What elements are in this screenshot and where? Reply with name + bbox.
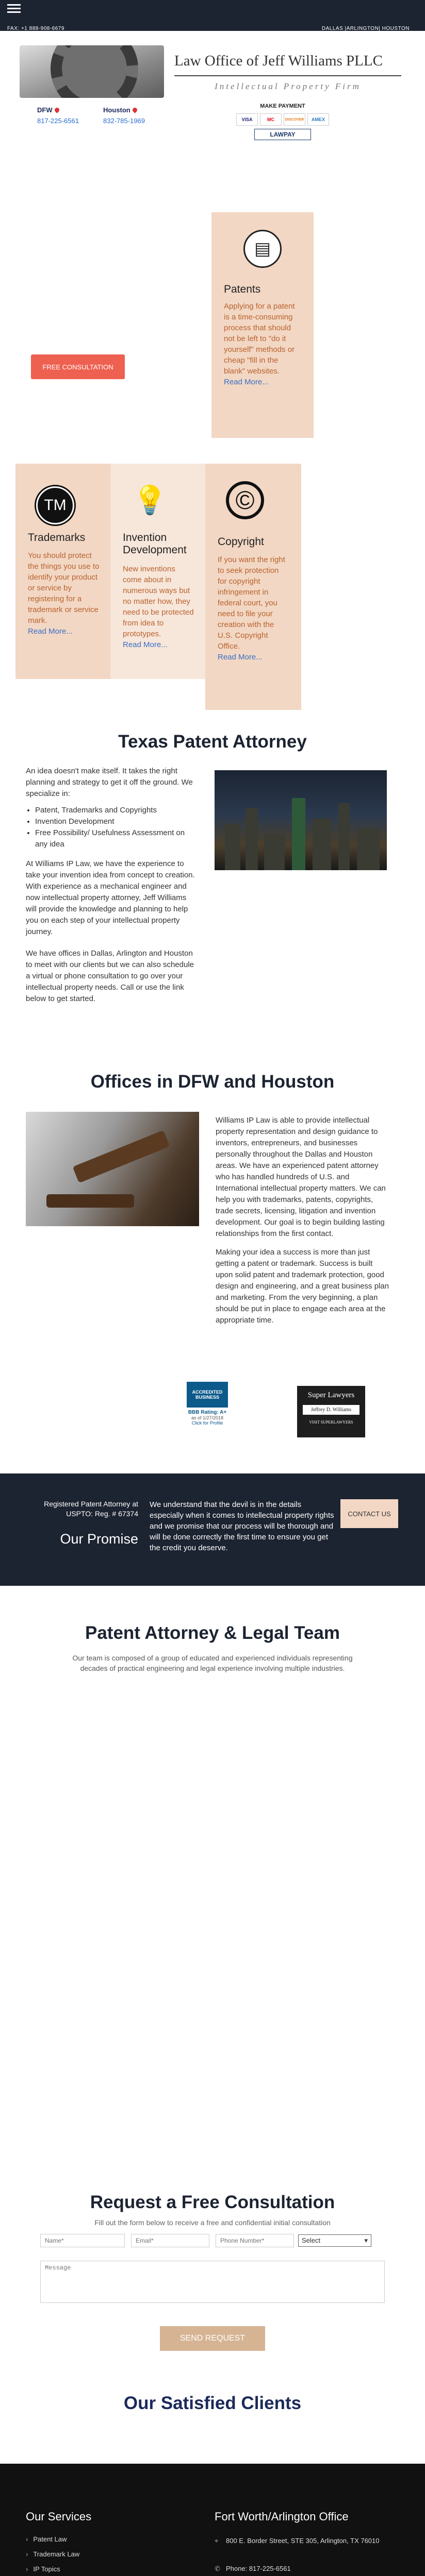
offices-success: Making your idea a success is more than just getting a patent or trademark. Success is built upon solid patent and trademark protection, good design and engineering, and a great business plan and marketing. From the very beginning, a plan should be put in place to engage each area at the appropriate time. xyxy=(216,1248,389,1325)
promise-title: Our Promise xyxy=(60,1531,138,1547)
fax-number: FAX: +1 888-908-6679 xyxy=(7,26,64,31)
firm-subtitle: Intellectual Property Firm xyxy=(215,81,361,91)
texas-offices: We have offices in Dallas, Arlington and Houston to meet with our clients but we can also schedule a virtual or phone consultation to go over your intellectual property needs. Call or use the link below to get started. xyxy=(26,949,194,1003)
copyright-icon: © xyxy=(226,481,264,519)
chevron-down-icon: ▾ xyxy=(364,2236,368,2244)
office-phone-link[interactable]: 817-225-6561 xyxy=(37,117,79,125)
gavel-image xyxy=(26,1112,199,1226)
locations-label: DALLAS |ARLINGTON| HOUSTON xyxy=(321,26,410,31)
super-lawyers-visit: VISIT SUPERLAWYERS xyxy=(309,1420,353,1425)
section-title-offices: Offices in DFW and Houston xyxy=(90,1072,335,1092)
message-textarea[interactable] xyxy=(40,2261,385,2303)
select-value: Select xyxy=(302,2236,321,2244)
office-name: Houston xyxy=(103,106,130,114)
texas-intro: An idea doesn't make itself. It takes the right planning and strategy to get it off the ground. We specialize in: xyxy=(26,767,193,798)
contact-us-button[interactable]: CONTACT US xyxy=(340,1499,398,1528)
read-more-link[interactable]: Read More... xyxy=(224,378,269,386)
free-consultation-button[interactable]: FREE CONSULTATION xyxy=(31,354,125,379)
footer-link[interactable]: › Patent Law xyxy=(26,2532,86,2547)
section-title-team: Patent Attorney & Legal Team xyxy=(85,1623,340,1643)
bbb-badge[interactable] xyxy=(173,1382,241,1425)
super-lawyers-badge[interactable] xyxy=(297,1386,365,1437)
discover-icon: DISCOVER xyxy=(284,113,305,126)
service-card-copyright[interactable] xyxy=(205,464,301,710)
fw-address xyxy=(215,2536,400,2546)
send-request-button[interactable]: SEND REQUEST xyxy=(160,2326,265,2351)
phone-input[interactable] xyxy=(216,2234,294,2247)
service-title: Trademarks xyxy=(28,532,86,544)
footer-link[interactable]: › Trademark Law xyxy=(26,2547,86,2562)
promise-section xyxy=(0,1473,425,1586)
phone-icon: ✆ xyxy=(215,2565,220,2572)
bbb-date: as of 1/27/2018 xyxy=(191,1415,224,1420)
office-phone-link[interactable]: 832-785-1969 xyxy=(103,117,145,125)
make-payment[interactable] xyxy=(210,103,355,140)
map-marker-icon: ⌖ xyxy=(215,2537,219,2545)
uspto-registration: Registered Patent Attorney at USPTO: Reg. # 67374 xyxy=(44,1500,138,1518)
read-more-link[interactable]: Read More... xyxy=(28,627,73,636)
service-description: You should protect the things you use to identify your product or service by registering for a trademark or service mark. xyxy=(28,551,100,625)
team-text: Our team is composed of a group of educated and experienced individuals representing decades of practical engineering and legal experience involving multiple industries. xyxy=(72,1654,353,1672)
gear-logo-image[interactable] xyxy=(20,45,164,98)
amex-icon: AMEX xyxy=(307,113,329,126)
service-text xyxy=(224,301,300,387)
service-text xyxy=(28,550,100,637)
site-header xyxy=(20,45,405,148)
consult-subtitle: Fill out the form below to receive a free and confidential initial consultation xyxy=(94,2218,331,2227)
bbb-accredited-logo: ACCREDITED BUSINESS xyxy=(187,1382,228,1408)
dallas-skyline-image xyxy=(215,770,387,870)
service-title: Patents xyxy=(224,283,261,295)
section-title-clients: Our Satisfied Clients xyxy=(123,2393,302,2413)
offices-content xyxy=(216,1115,391,1326)
super-lawyers-name: Jeffrey D. Williams xyxy=(303,1405,359,1415)
menu-icon[interactable] xyxy=(7,4,21,12)
texas-content xyxy=(26,766,196,1005)
promise-text: We understand that the devil is in the details especially when it comes to intellectual property rights and we promise that our process will be thorough and will be done correctly the first time to ensure you get the credit you deserve. xyxy=(150,1500,334,1552)
top-bar xyxy=(0,0,425,31)
email-input[interactable] xyxy=(131,2234,209,2247)
super-lawyers-title: Super Lawyers xyxy=(307,1391,355,1399)
map-pin-icon xyxy=(54,107,60,113)
light-bulb-icon: 💡 xyxy=(133,484,168,516)
bbb-rating: BBB Rating: A+ xyxy=(188,1410,227,1415)
service-select[interactable] xyxy=(298,2234,371,2247)
trademark-icon: TM xyxy=(36,486,74,524)
phone-text: Phone: 817-225-6561 xyxy=(226,2565,291,2572)
divider xyxy=(174,75,401,76)
offices-intro: Williams IP Law is able to provide intellectual property representation and design guidance to inventors, entrepreneurs, and businesses personally throughout the Dallas and Houston areas. We have an experienced patent attorney who has handled hundreds of U.S. and International intellectual property matters. We can help you with trademarks, patents, copyrights, trade secrets, licensing, litigation and invention development. Our goal is to begin building lasting relationships from the first contact. xyxy=(216,1116,386,1238)
service-description: If you want the right to seek protection for copyright infringement in federal court, you need to file your creation with the U.S. Copyright Office. xyxy=(218,555,285,651)
service-card-trademarks[interactable] xyxy=(15,464,110,679)
section-title-texas: Texas Patent Attorney xyxy=(118,732,307,752)
read-more-link[interactable]: Read More... xyxy=(218,653,263,662)
office-houston xyxy=(103,106,145,125)
specialty-item: • Free Possibility/ Usefulness Assessment on any idea xyxy=(35,827,196,850)
service-title: Copyright xyxy=(218,536,264,548)
name-input[interactable] xyxy=(40,2234,125,2247)
service-text xyxy=(218,554,290,663)
mastercard-icon: MC xyxy=(260,113,282,126)
footer-link[interactable]: › IP Topics xyxy=(26,2562,86,2576)
make-payment-title: MAKE PAYMENT xyxy=(260,103,305,109)
footer-services-list xyxy=(26,2532,86,2576)
service-description: Applying for a patent is a time-consuming process that should not be left to "do it yourself" methods or cheap "fill in the blank" websites. xyxy=(224,302,295,376)
specialty-item: • Patent, Trademarks and Copyrights xyxy=(35,805,196,816)
bbb-profile-link[interactable]: Click for Profile xyxy=(191,1420,223,1426)
office-name: DFW xyxy=(37,106,53,114)
firm-name[interactable]: Law Office of Jeff Williams PLLC xyxy=(174,53,383,69)
office-dfw xyxy=(37,106,79,125)
address-text: 800 E. Border Street, STE 305, Arlington, TX 76010 xyxy=(226,2537,380,2545)
service-description: New inventions come about in numerous ways but no matter how, they need to be protected from idea to prototypes. xyxy=(123,565,194,638)
visa-icon: VISA xyxy=(236,113,258,126)
patent-document-icon: ▤ xyxy=(243,230,282,268)
service-title: Invention Development xyxy=(123,532,187,556)
footer-services-title: Our Services xyxy=(26,2510,92,2523)
service-card-patents[interactable] xyxy=(211,212,314,438)
specialty-item: • Invention Development xyxy=(35,816,196,827)
lawpay-logo: LAWPAY xyxy=(254,129,311,140)
texas-experience: At Williams IP Law, we have the experience to take your invention idea from concept to creation. With experience as a mechanical engineer and now intellectual property attorney, Jeff Williams will provide the knowledge and planning to help you on each step of your intellectual property journey. xyxy=(26,859,195,936)
service-card-invention[interactable] xyxy=(110,464,205,679)
service-text xyxy=(123,564,195,650)
fw-phone[interactable] xyxy=(215,2564,291,2574)
read-more-link[interactable]: Read More... xyxy=(123,640,168,649)
section-title-consult: Request a Free Consultation xyxy=(90,2192,335,2212)
map-pin-icon xyxy=(132,107,138,113)
footer-fw-title: Fort Worth/Arlington Office xyxy=(215,2510,349,2523)
